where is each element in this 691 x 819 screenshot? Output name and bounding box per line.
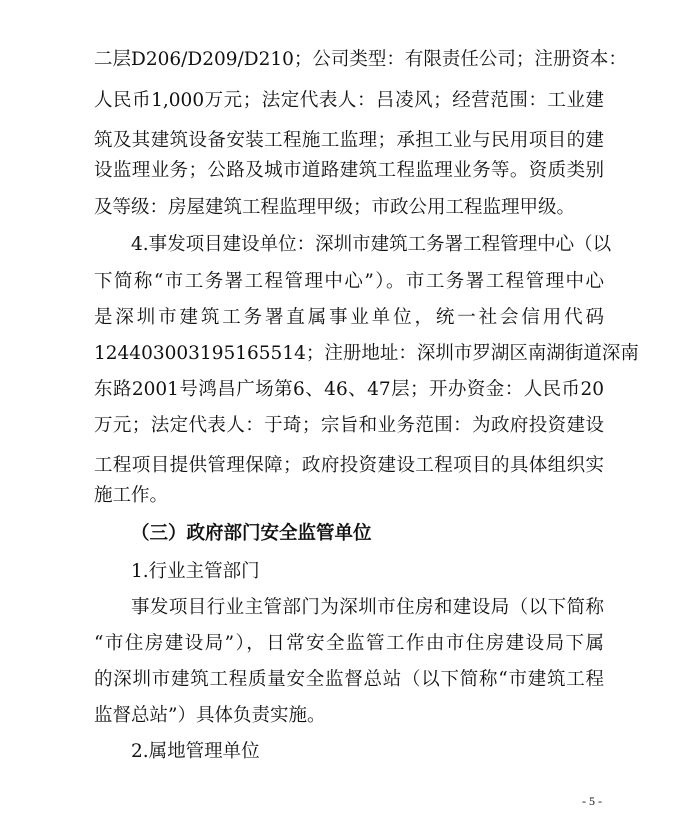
- text-line: 万元；法定代表人：于琦；宗旨和业务范围：为政府投资建设: [94, 415, 604, 436]
- text-line: 施工作。: [94, 485, 169, 506]
- text-line: 下简称“市工务署工程管理中心”）。市工务署工程管理中心: [94, 271, 604, 292]
- text-line: 监督总站”）具体负责实施。: [94, 705, 326, 726]
- paragraph-first-line: 事发项目行业主管部门为深圳市住房和建设局（以下简称: [131, 597, 604, 618]
- text-line: 筑及其建筑设备安装工程施工监理；承担工业与民用项目的建: [94, 130, 604, 151]
- text-line: 设监理业务；公路及城市道路建筑工程监理业务等。资质类别: [94, 160, 604, 181]
- paragraph-4-first-line: 4.事发项目建设单位：深圳市建筑工务署工程管理中心（以: [131, 234, 612, 255]
- text-line: 12440300319516551​4；注册地址：深圳市罗湖区南湖街道深南: [94, 343, 639, 364]
- text-line: “市住房建设局”），日常安全监管工作由市住房建设局下属: [94, 633, 604, 654]
- text-line: 人民币1,000万元；法定代表人：吕凌风；经营范围：工业建: [94, 90, 604, 111]
- subsection-heading: 2.属地管理单位: [131, 741, 260, 762]
- text-line: 工程项目提供管理保障；政府投资建设工程项目的具体组织实: [94, 455, 604, 476]
- subsection-heading: 1.行业主管部门: [131, 561, 260, 582]
- text-line: 是深圳市建筑工务署直属事业单位，统一社会信用代码: [94, 307, 604, 328]
- text-line: 东路2001号鸿昌广场第6、46、47层；开办资金：人民币20: [94, 379, 604, 400]
- section-heading: （三）政府部门安全监管单位: [131, 523, 372, 544]
- text-line: 二层D206/D209/D210；公司类型：有限责任公司；注册资本：: [94, 49, 627, 70]
- page-number: - 5 -: [582, 794, 602, 808]
- text-line: 的深圳市建筑工程质量安全监督总站（以下简称“市建筑工程: [94, 669, 604, 690]
- text-line: 及等级：房屋建筑工程监理甲级；市政公用工程监理甲级。: [94, 197, 576, 218]
